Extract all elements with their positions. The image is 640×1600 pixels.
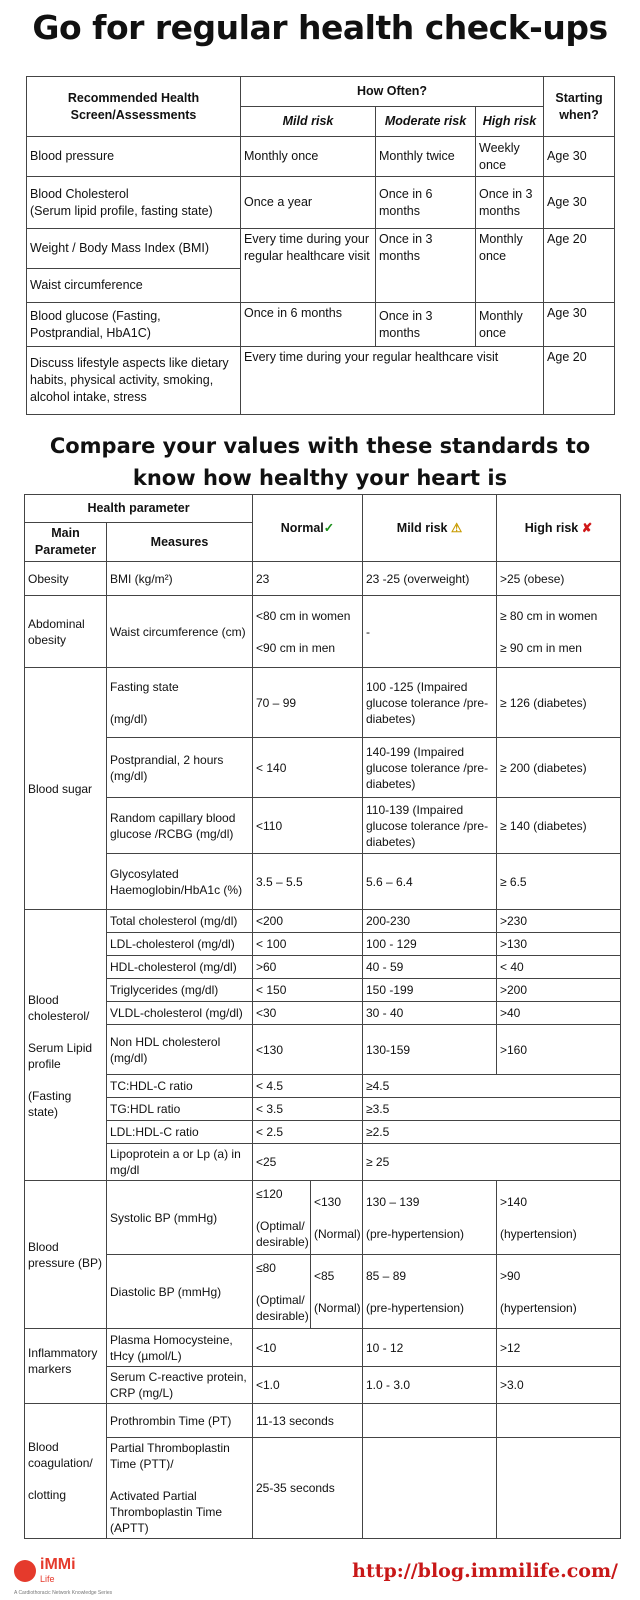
table-row: Diastolic BP (mmHg) ≤80 (Optimal/ desirable) <85 (Normal) 85 – 89 (pre-hypertension) >90 (hypertension) [25, 1255, 621, 1329]
header-starting: Starting when? [544, 77, 615, 137]
header-screen: Recommended Health Screen/Assessments [27, 77, 241, 137]
header-main-parameter: Main Parameter [25, 523, 107, 562]
heart-logo-icon [14, 1560, 36, 1582]
table-row: Blood glucose (Fasting, Postprandial, HbA1C) Once in 6 months Once in 3 months Monthly once Age 30 [27, 303, 615, 347]
table-row: VLDL-cholesterol (mg/dl) <30 30 - 40 >40 [25, 1002, 621, 1025]
table-row: Weight / Body Mass Index (BMI) Every time during your regular healthcare visit Once in 3 months Monthly once Age 20 [27, 229, 615, 269]
header-mild-risk: Mild risk ⚠ [363, 495, 497, 562]
table-row: Non HDL cholesterol (mg/dl) <130 130-159 >160 [25, 1025, 621, 1075]
check-icon: ✓ [323, 520, 335, 535]
header-health-parameter: Health parameter [25, 495, 253, 523]
page-title: Go for regular health check-ups [32, 8, 608, 47]
table-row: Blood cholesterol/ Serum Lipid profile (Fasting state) Total cholesterol (mg/dl) <200 200-230 >230 [25, 910, 621, 933]
table-row: LDL-cholesterol (mg/dl) < 100 100 - 129 >130 [25, 933, 621, 956]
cross-icon: ✘ [581, 520, 593, 535]
table-row: Random capillary blood glucose /RCBG (mg/dl) <110 110-139 (Impaired glucose tolerance /pre-diabetes) ≥ 140 (diabetes) [25, 798, 621, 854]
table-row: Postprandial, 2 hours (mg/dl) < 140 140-199 (Impaired glucose tolerance /pre-diabetes) ≥ 200 (diabetes) [25, 738, 621, 798]
table-row: Abdominal obesity Waist circumference (cm) <80 cm in women <90 cm in men - ≥ 80 cm in women ≥ 90 cm in men [25, 596, 621, 668]
warning-icon: ⚠ [450, 520, 463, 535]
table-row: Lipoprotein a or Lp (a) in mg/dl <25 ≥ 25 [25, 1144, 621, 1181]
table-row: Blood sugar Fasting state (mg/dl) 70 – 99 100 -125 (Impaired glucose tolerance /pre-diabetes) ≥ 126 (diabetes) [25, 668, 621, 738]
header-measures: Measures [107, 523, 253, 562]
header-high-risk: High risk ✘ [497, 495, 621, 562]
table-row: TG:HDL ratio < 3.5 ≥3.5 [25, 1098, 621, 1121]
table-row: Blood pressure Monthly once Monthly twice Weekly once Age 30 [27, 137, 615, 177]
header-how-often: How Often? [241, 77, 544, 107]
header-high: High risk [476, 107, 544, 137]
table-row: Inflammatory markers Plasma Homocysteine, tHcy (µmol/L) <10 10 - 12 >12 [25, 1329, 621, 1367]
section-subtitle: Compare your values with these standards to know how healthy your heart is [49, 434, 591, 490]
blog-url-link[interactable]: http://blog.immilife.com/ [352, 1560, 618, 1582]
table-row: HDL-cholesterol (mg/dl) >60 40 - 59 < 40 [25, 956, 621, 979]
table-row: LDL:HDL-C ratio < 2.5 ≥2.5 [25, 1121, 621, 1144]
logo-text: iMMi [40, 1556, 76, 1573]
logo-tagline: A Cardiothoracic Network Knowledge Series [14, 1590, 113, 1596]
table-row: Obesity BMI (kg/m²) 23 23 -25 (overweight) >25 (obese) [25, 562, 621, 596]
table-row: Blood coagulation/ clotting Prothrombin Time (PT) 11-13 seconds [25, 1404, 621, 1438]
table-row: Partial Thromboplastin Time (PTT)/ Activated Partial Thromboplastin Time (APTT) 25-35 seconds [25, 1438, 621, 1539]
header-moderate: Moderate risk [376, 107, 476, 137]
table-row: TC:HDL-C ratio < 4.5 ≥4.5 [25, 1075, 621, 1098]
table-row: Glycosylated Haemoglobin/HbA1c (%) 3.5 – 5.5 5.6 – 6.4 ≥ 6.5 [25, 854, 621, 910]
header-mild: Mild risk [241, 107, 376, 137]
table-row: Blood pressure (BP) Systolic BP (mmHg) ≤120 (Optimal/ desirable) <130 (Normal) 130 – 139 (pre-hypertension) >140 (hypertension) [25, 1181, 621, 1255]
table-row: Blood Cholesterol (Serum lipid profile, fasting state) Once a year Once in 6 months Once in 3 months Age 30 [27, 177, 615, 229]
checkup-schedule-table [26, 76, 615, 415]
table-row: Triglycerides (mg/dl) < 150 150 -199 >200 [25, 979, 621, 1002]
table-row: Waist circumference [27, 269, 615, 303]
heart-standards-table [24, 494, 621, 1539]
logo-subtext: Life [40, 1574, 55, 1584]
table-row: Discuss lifestyle aspects like dietary habits, physical activity, smoking, alcohol intake, stress Every time during your regular healthcare visit Age 20 [27, 347, 615, 415]
table-row: Serum C-reactive protein, CRP (mg/L) <1.0 1.0 - 3.0 >3.0 [25, 1367, 621, 1404]
header-normal: Normal✓ [253, 495, 363, 562]
